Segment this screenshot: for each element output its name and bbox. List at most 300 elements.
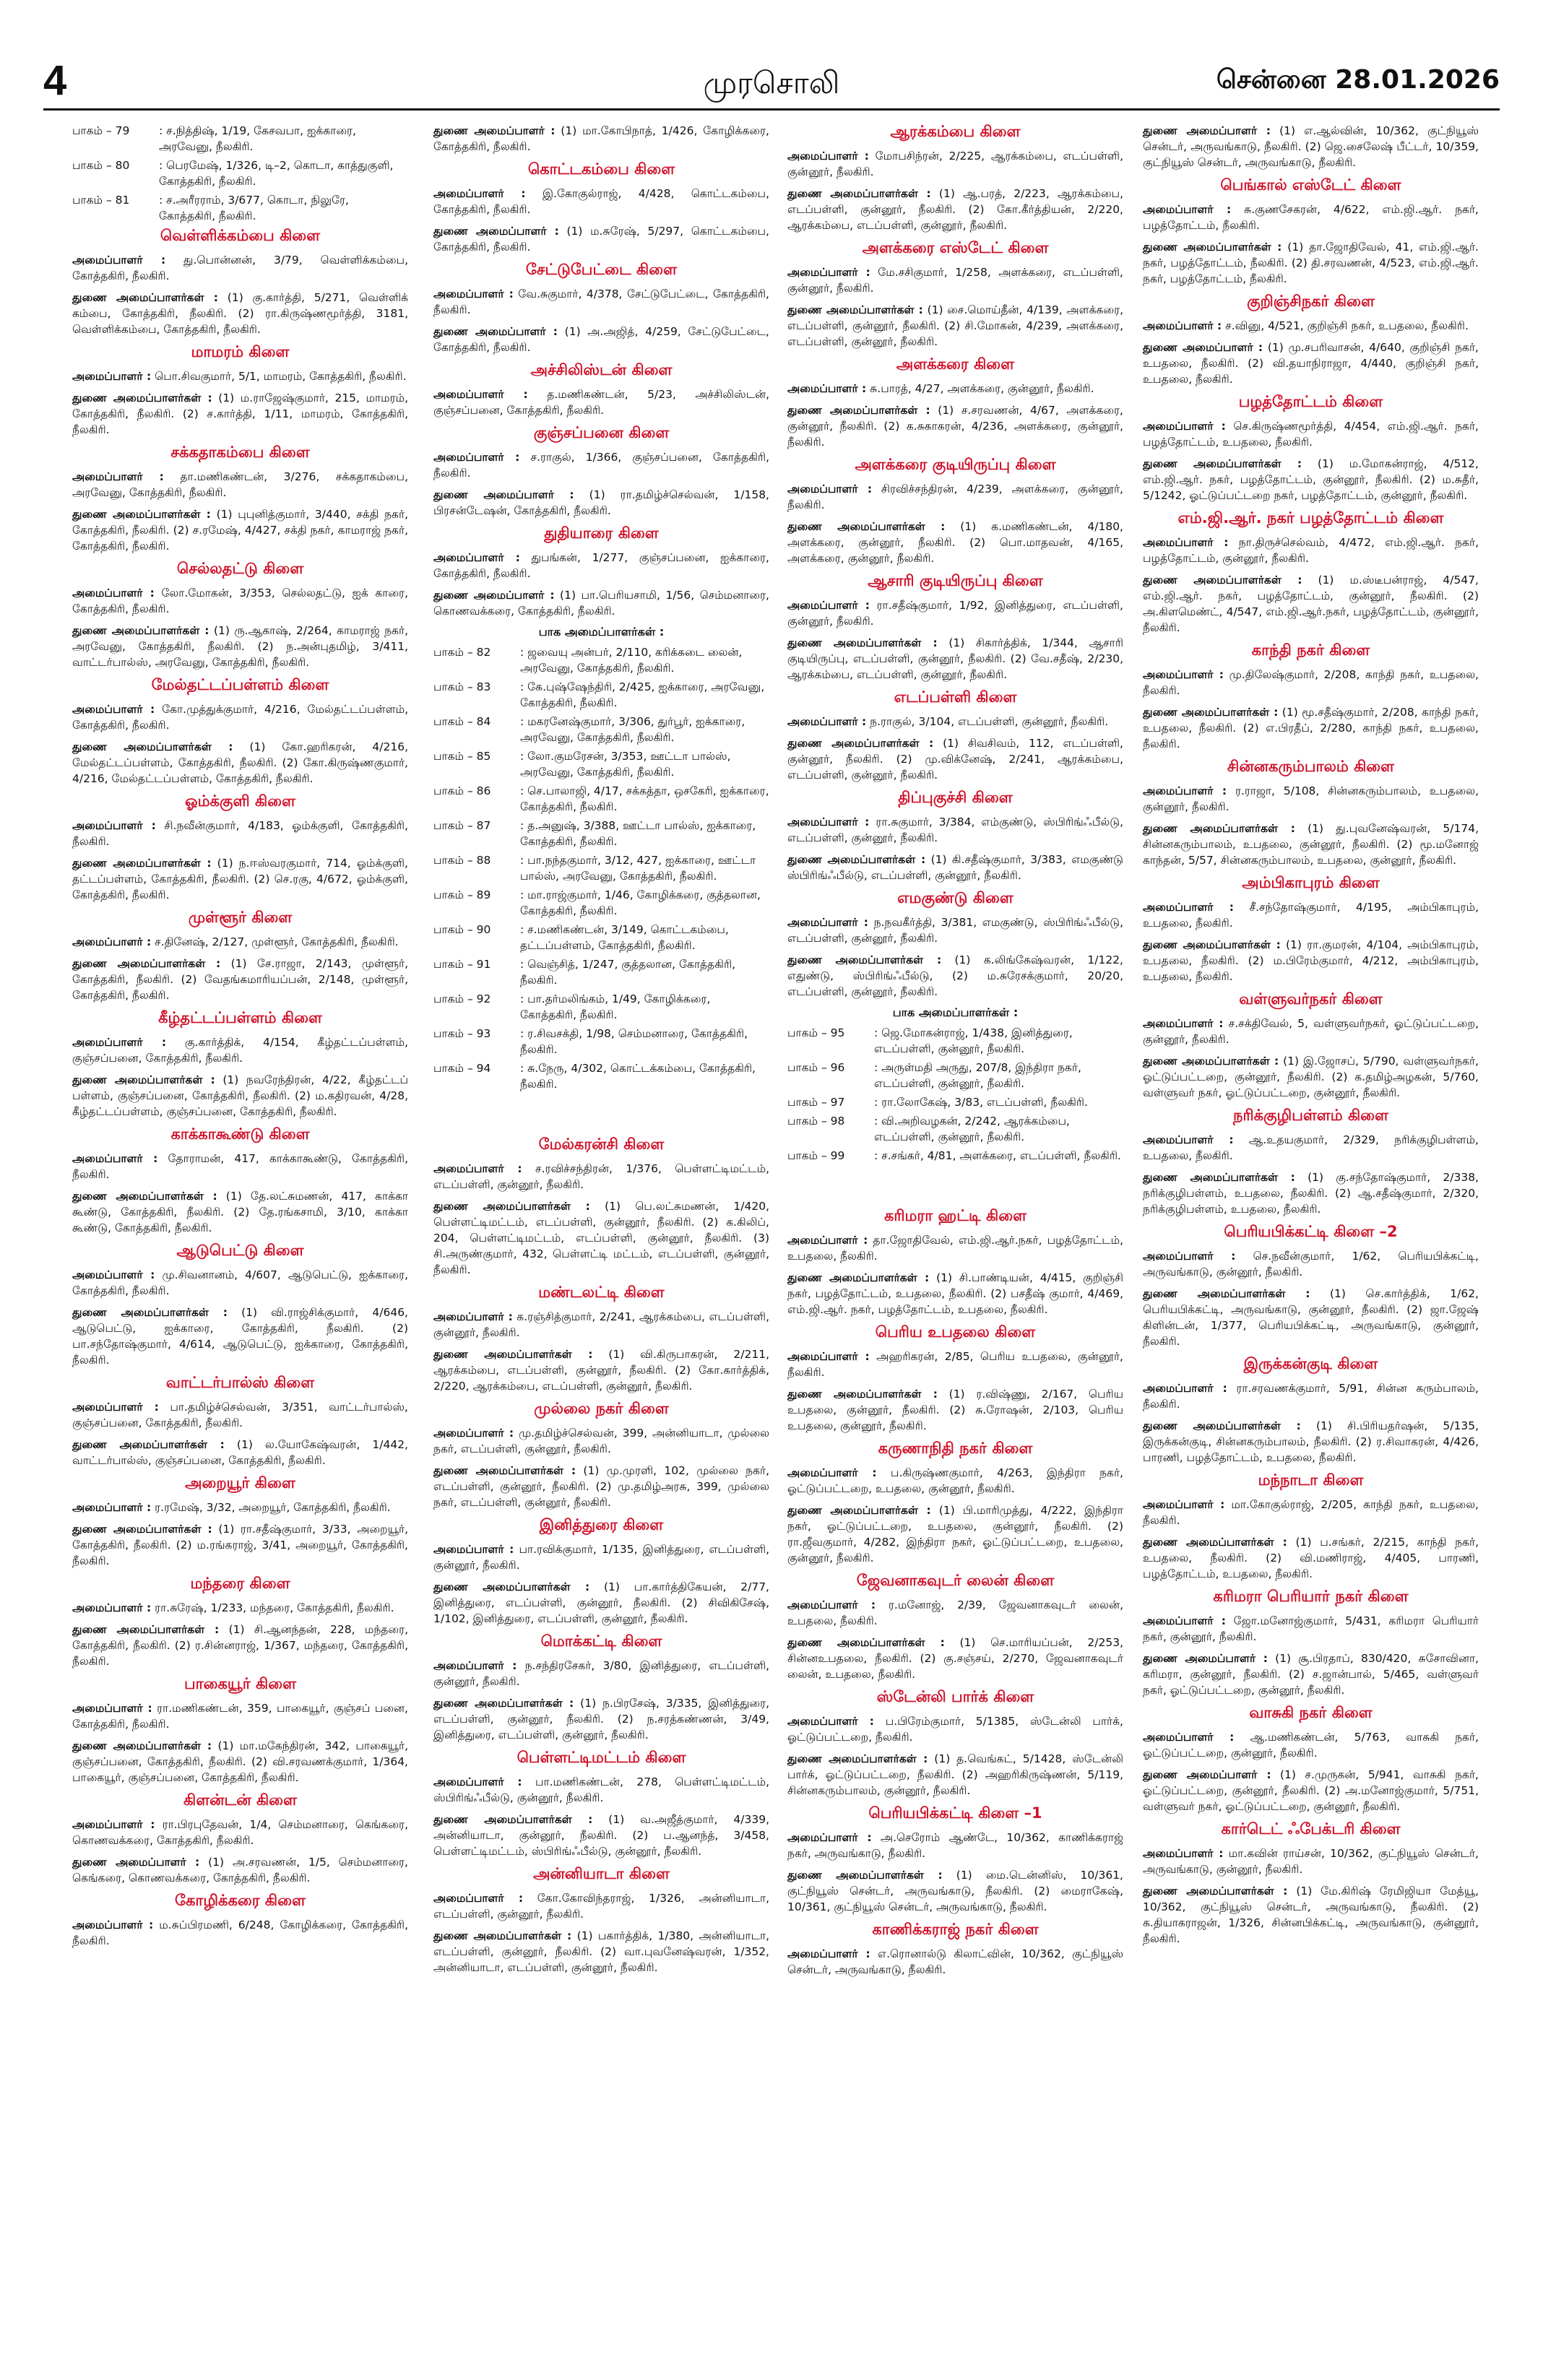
role-label: அமைப்பாளர் : xyxy=(787,1715,874,1728)
member-entry xyxy=(1143,572,1479,636)
booth-number: பாகம் – 98 xyxy=(787,1115,845,1128)
role-label: துணை அமைப்பாளர்கள் : xyxy=(787,853,926,866)
role-label: அமைப்பாளர் : xyxy=(1143,784,1227,797)
member-details: (1) ப.சங்கர், 2/215, காந்தி நகர், உபதலை, நீலகிரி. (2) வி.மணிராஜ், 4/405, பாரணி, பழத்தோட்டம், உபதலை, நீலகிரி. xyxy=(1143,1536,1479,1580)
booth-organizer: : ச.நித்திஷ், 1/19, கேசவபா, ஐக்காரை, அரவேனு, நீலகிரி. xyxy=(159,124,356,153)
member-details: சு.பாரத், 4/27, அளக்கரை, குன்னூர், நீலகிரி. xyxy=(870,382,1094,395)
role-label: அமைப்பாளர் : xyxy=(787,599,870,612)
role-label: அமைப்பாளர் : xyxy=(1143,668,1224,681)
member-details: (1) சூ.பிரதாப், 830/420, சுசோவினா, கரிமரா, குன்னூர், நீலகிரி. (2) ச.ஜான்பால், 5/465, வள்ளுவர் நகர், ஓட்டுப்பட்டறை, குன்னூர், நீலகிரி. xyxy=(1143,1652,1479,1697)
member-entry xyxy=(787,1270,1123,1317)
member-entry xyxy=(787,1386,1123,1434)
member-details: (1) தே.லட்சுமணன், 417, காக்கா கூண்டு, கோத்தகிரி, நீலகிரி. (2) தே.ரங்கசாமி, 3/10, காக்கா கூண்டு, கோத்தகிரி, நீலகிரி. xyxy=(72,1190,408,1234)
member-entry xyxy=(72,1917,408,1949)
branch-heading: செல்லதட்டு கிளை xyxy=(176,560,304,577)
branch-heading: ஸ்டேன்லி பார்க் கிளை xyxy=(876,1688,1034,1705)
member-entry xyxy=(1143,1883,1479,1947)
member-entry xyxy=(72,1738,408,1786)
member-details: (1) வி.ராஜ்சிக்குமார், 4/646, ஆடுபெட்டு, ஐக்காரை, கோத்தகிரி, நீலகிரி. (2) பா.சந்தோஷ்குமார், 4/614, ஆடுபெட்டு, ஐக்காரை, கோத்தகிரி, நீலகிரி. xyxy=(72,1306,408,1367)
role-label: துணை அமைப்பாளர்கள் : xyxy=(72,1739,212,1752)
member-details: (1) கோ.ஹரிகரன், 4/216, மேல்தட்டப்பள்ளம், கோத்தகிரி, நீலகிரி. (2) கோ.கிருஷ்ணகுமார், 4/216, மேல்தட்டப்பள்ளம், கோத்தகிரி, நீலகிரி. xyxy=(72,740,408,785)
branch-heading: சின்னகரும்பாலம் கிளை xyxy=(1227,758,1395,775)
member-details: ச.ராகுல், 1/366, குஞ்சப்பனை, கோத்தகிரி, நீலகிரி. xyxy=(433,451,769,480)
role-label: துணை அமைப்பாளர்கள் : xyxy=(72,291,219,304)
member-details: (1) சி.பிரியதர்ஷன், 5/135, இருக்கன்குடி, சின்னகரும்பாலம், நீலகிரி. (2) ர.சிவாகரன், 4/426, பாரணி, பழத்தோட்டம், உபதலை, நீலகிரி. xyxy=(1143,1419,1479,1464)
member-details: மு.சிவனானம், 4/607, ஆடுபெட்டு, ஐக்காரை, கோத்தகிரி, நீலகிரி. xyxy=(72,1268,409,1297)
branch-heading: வாட்டர்பால்ஸ் கிளை xyxy=(165,1374,315,1391)
member-details: (1) சை.மொய்தீன், 4/139, அளக்கரை, எடப்பள்ளி, குன்னூர், நீலகிரி. (2) சி.மோகன், 4/239, அளக்கரை, எடப்பள்ளி, குன்னூர், நீலகிரி. xyxy=(787,303,1123,348)
member-entry xyxy=(72,1521,408,1569)
member-details: ரா.மணிகண்டன், 359, பாகையூர், குஞ்சப் பனை, கோத்தகிரி, நீலகிரி. xyxy=(72,1702,408,1731)
member-entry xyxy=(72,1188,408,1236)
member-entry xyxy=(787,735,1123,783)
column-2 xyxy=(433,123,769,1981)
booth-row xyxy=(787,1148,1123,1164)
role-label: துணை அமைப்பாளர்கள் : xyxy=(787,1752,928,1765)
member-details: க.ரஞ்சித்குமார், 2/241, ஆரக்கம்பை, எடப்பள்ளி, குன்னூர், நீலகிரி. xyxy=(433,1310,769,1339)
role-label: அமைப்பாளர் : xyxy=(1143,319,1222,332)
member-details: (1) பா.பெரியசாமி, 1/56, செம்மனாரை, கொணவக்கரை, கோத்தகிரி, நீலகிரி. xyxy=(433,589,769,618)
role-label: துணை அமைப்பாளர்கள் : xyxy=(1143,1055,1279,1068)
role-label: துணை அமைப்பாளர்கள் : xyxy=(1143,706,1279,719)
booth-number: பாகம் – 80 xyxy=(72,159,130,172)
member-entry xyxy=(1143,821,1479,868)
booth-organizer: : ச.மணிகண்டன், 3/149, கொட்டகம்பை, தட்டப்பள்ளம், கோத்தகிரி, நீலகிரி. xyxy=(520,923,729,952)
role-label: துணை அமைப்பாளர்கள் : xyxy=(72,391,212,404)
member-details: (1) சிகார்த்திக், 1/344, ஆசாரி குடியிருப்பு, எடப்பள்ளி, குன்னூர், நீலகிரி. (2) வே.சதீஷ், 2/230, ஆரக்கம்பை, எடப்பள்ளி, குன்னூர், நீலகிரி. xyxy=(787,636,1123,681)
member-details: கோ.கோவிந்தராஜ், 1/326, அன்னியாடா, எடப்பள்ளி, குன்னூர், நீலகிரி. xyxy=(433,1892,769,1921)
member-details: (1) செ.மாரியப்பன், 2/253, சின்னஉபதலை, நீலகிரி. (2) கு.சஞ்சய், 2/270, ஜேவனாகவுடர் லைன், உபதலை, நீலகிரி. xyxy=(787,1636,1123,1681)
branch-heading: ஆசாரி குடியிருப்பு கிளை xyxy=(868,572,1043,589)
member-details: நா.திருச்செல்வம், 4/472, எம்.ஜி.ஆர். நகர், பழத்தோட்டம், குன்னூர், நீலகிரி. xyxy=(1143,536,1479,565)
member-details: பா.மணிகண்டன், 278, பெள்ளட்டிமட்டம், ஸ்பிரிங்ஃபீல்டு, குன்னூர், நீலகிரி. xyxy=(433,1775,770,1804)
booth-row xyxy=(433,852,769,884)
member-details: மு.திலேஷ்குமார், 2/208, காந்தி நகர், உபதலை, நீலகிரி. xyxy=(1143,668,1479,697)
member-entry xyxy=(1143,783,1479,815)
role-label: துணை அமைப்பாளர்கள் : xyxy=(1143,1419,1301,1432)
member-entry xyxy=(787,481,1123,513)
booth-number: பாகம் – 87 xyxy=(433,819,491,832)
role-label: துணை அமைப்பாளர் : xyxy=(1143,1652,1268,1665)
member-entry xyxy=(72,701,408,733)
member-entry xyxy=(787,186,1123,233)
role-label: அமைப்பாளர் : xyxy=(72,470,164,483)
booth-organizer: : மகரனேஷ்குமார், 3/306, துர்பூர், ஐக்காரை, அரவேனு, கோத்தகிரி, நீலகிரி. xyxy=(520,715,745,744)
member-details: ச.சக்திவேல், 5, வள்ளுவர்நகர், ஓட்டுப்பட்டறை, குன்னூர், நீலகிரி. xyxy=(1143,1017,1479,1046)
role-label: துணை அமைப்பாளர்கள் : xyxy=(72,1190,217,1203)
member-entry xyxy=(72,1600,408,1616)
member-details: (1) நவரேந்திரன், 4/22, கீழ்தட்டப் பள்ளம், குஞ்சப்பனை, கோத்தகிரி, நீலகிரி. (2) ம.கதிரவன், 4/28, கீழ்தட்டப்பள்ளம், குஞ்சப்பனை, கோத்தகிரி, நீலகிரி. xyxy=(72,1073,408,1118)
booth-number: பாகம் – 90 xyxy=(433,923,491,936)
member-details: ம.சுப்பிரமணி, 6/248, கோழிக்கரை, கோத்தகிரி, நீலகிரி. xyxy=(72,1918,408,1947)
booth-organizer: : பா.நந்தகுமார், 3/12, 427, ஐக்காரை, ஊட்டா பால்ஸ், அரவேனு, கோத்தகிரி, நீலகிரி. xyxy=(520,854,756,883)
booth-number: பாகம் – 94 xyxy=(433,1062,491,1075)
member-details: (1) மா.மகேந்திரன், 342, பாகையூர், குஞ்சப்பனை, கோத்தகிரி, நீலகிரி. (2) வி.சரவணக்குமார், 1/364, பாகையூர், குஞ்சப்பனை, கோத்தகிரி, நீலகிரி. xyxy=(72,1739,408,1784)
role-label: அமைப்பாளர் : xyxy=(72,1818,155,1831)
member-details: மு.தமிழ்ச்செல்வன், 399, அன்னியாடா, முல்லை நகர், எடப்பள்ளி, குன்னூர், நீலகிரி. xyxy=(433,1427,769,1455)
booth-row xyxy=(433,922,769,953)
role-label: துணை அமைப்பாளர்கள் : xyxy=(433,1813,593,1826)
member-entry xyxy=(433,550,769,581)
member-entry xyxy=(72,1034,408,1066)
member-details: (1) ச.முருகன், 5/941, வாசுகி நகர், ஓட்டுப்பட்டறை, குன்னூர், நீலகிரி. (2) அ.மனோஜ்குமார், 5/751, வள்ளுவர் நகர், ஓட்டுப்பட்டறை, குன்னூர், நீலகிரி. xyxy=(1143,1768,1479,1813)
role-label: அமைப்பாளர் : xyxy=(433,1775,522,1788)
booth-number: பாகம் – 96 xyxy=(787,1061,845,1074)
member-entry xyxy=(787,402,1123,450)
branch-heading: சேட்டுபேட்டை கிளை xyxy=(525,261,678,278)
booth-row xyxy=(433,1060,769,1092)
booth-row xyxy=(433,679,769,711)
branch-heading: கோழிக்கரை கிளை xyxy=(175,1892,306,1909)
member-entry xyxy=(72,390,408,438)
role-label: அமைப்பாளர் : xyxy=(787,815,870,828)
branch-heading: எமகுண்டு கிளை xyxy=(897,889,1013,906)
booth-number: பாகம் – 83 xyxy=(433,680,491,693)
branch-heading: எம்.ஜி.ஆர். நகர் பழத்தோட்டம் கிளை xyxy=(1177,509,1444,527)
member-details: செ.நவீன்குமார், 1/62, பெரியபிக்கட்டி, அருவங்காடு, குன்னூர், நீலகிரி. xyxy=(1143,1250,1479,1278)
member-entry xyxy=(787,1946,1123,1978)
role-label: துணை அமைப்பாளர்கள் : xyxy=(787,187,931,200)
role-label: துணை அமைப்பாளர்கள் : xyxy=(1143,1287,1310,1300)
role-label: அமைப்பாளர் : xyxy=(72,1036,167,1049)
member-details: அ.செரோம் ஆண்டே, 10/362, காணிக்கராஜ் நகர், அருவங்காடு, நீலகிரி. xyxy=(787,1831,1124,1860)
role-label: அமைப்பாளர் : xyxy=(72,1918,154,1931)
member-details: (1) மு.சபரிவாசன், 4/640, குறிஞ்சி நகர், உபதலை, நீலகிரி. (2) வி.தயாநிராஜா, 4/440, குறிஞ்சி நகர், உபதலை, நீலகிரி. xyxy=(1143,341,1479,386)
booth-organizer: : ஜவையு அன்பர், 2/110, கரிக்கடை லைன், அரவேனு, கோத்தகிரி, நீலகிரி. xyxy=(520,646,743,675)
role-label: அமைப்பாளர் : xyxy=(72,1601,152,1614)
member-entry xyxy=(72,1151,408,1182)
branch-heading: காணிக்கராஜ் நகர் கிளை xyxy=(872,1921,1039,1938)
member-entry xyxy=(1143,1534,1479,1582)
role-label: துணை அமைப்பாளர்கள் : xyxy=(787,1504,931,1517)
member-details: (1) கி.சதீஷ்குமார், 3/383, எமகுண்டு ஸ்பிரிங்ஃபீல்டு, எடப்பள்ளி, குன்னூர், நீலகிரி. xyxy=(787,853,1124,882)
member-details: (1) ரா.குமரன், 4/104, அம்பிகாபுரம், உபதலை, நீலகிரி. (2) ம.பிரேம்குமார், 4/212, அம்பிகாபுரம், உபதலை, நீலகிரி. xyxy=(1143,938,1479,983)
role-label: துணை அமைப்பாளர்கள் : xyxy=(72,1523,212,1536)
branch-heading: கிளன்டன் கிளை xyxy=(183,1791,297,1809)
role-label: அமைப்பாளர் : xyxy=(1143,1382,1227,1395)
booth-number: பாகம் – 81 xyxy=(72,194,130,207)
member-entry xyxy=(1143,1053,1479,1101)
member-details: லோ.மோகன், 3/353, செல்லதட்டு, ஐக் காரை, கோத்தகிரி, நீலகிரி. xyxy=(72,587,408,615)
role-label: அமைப்பாளர் : xyxy=(72,1501,152,1514)
member-details: மே.சசிகுமார், 1/258, அளக்கரை, எடப்பள்ளி, குன்னூர், நீலகிரி. xyxy=(787,266,1123,295)
branch-heading: துதியாரை கிளை xyxy=(544,524,659,542)
member-details: ந.ராகுல், 3/104, எடப்பள்ளி, குன்னூர், நீலகிரி. xyxy=(870,715,1109,728)
member-entry xyxy=(1143,123,1479,170)
member-details: ந.நவகீர்த்தி, 3/381, எமகுண்டு, ஸ்பிரிங்ஃபீல்டு, எடப்பள்ளி, குன்னூர், நீலகிரி. xyxy=(787,916,1123,945)
member-details: ஆ.மணிகண்டன், 5/763, வாசுகி நகர், ஓட்டுப்பட்டறை, குன்னூர், நீலகிரி. xyxy=(1143,1731,1479,1760)
member-entry xyxy=(72,818,408,849)
member-entry xyxy=(433,386,769,418)
role-label: அமைப்பாளர் : xyxy=(787,916,868,929)
role-label: துணை அமைப்பாளர்கள் : xyxy=(72,508,211,521)
booth-number: பாகம் – 79 xyxy=(72,124,130,137)
role-label: அமைப்பாளர் : xyxy=(433,1427,514,1440)
role-label: அமைப்பாளர் : xyxy=(72,819,156,832)
role-label: துணை அமைப்பாளர்கள் : xyxy=(1143,1536,1287,1549)
member-details: மா.கவின் ராய்சன், 10/362, குட்நியூஸ் சென்டர், அருவங்காடு, குன்னூர், நீலகிரி. xyxy=(1143,1847,1479,1876)
branch-heading: கரிமரா ஹட்டி கிளை xyxy=(883,1207,1027,1224)
member-entry xyxy=(72,1817,408,1848)
member-entry xyxy=(787,1349,1123,1380)
member-entry xyxy=(433,587,769,619)
member-entry xyxy=(1143,937,1479,985)
page-number: 4 xyxy=(43,57,67,104)
role-label: துணை அமைப்பாளர்கள் : xyxy=(72,957,221,970)
role-label: துணை அமைப்பாளர்கள் : xyxy=(433,1929,572,1942)
booth-heading: பாக அமைப்பாளர்கள் : xyxy=(892,1005,1019,1019)
branch-heading: அன்னியாடா கிளை xyxy=(533,1865,670,1882)
member-details: எ.ரொனால்டு கிலாட்வின், 10/362, குட்நியூஸ் சென்டர், அருவங்காடு, நீலகிரி. xyxy=(787,1947,1123,1976)
branch-heading: மந்தரை கிளை xyxy=(190,1575,290,1592)
member-details: மா.கோகுல்ராஜ், 2/205, காந்தி நகர், உபதலை, நீலகிரி. xyxy=(1143,1498,1479,1527)
role-label: துணை அமைப்பாளர்கள் : xyxy=(787,953,942,966)
role-label: துணை அமைப்பாளர்கள் : xyxy=(72,1073,215,1086)
booth-organizer: : மா.ராஜ்குமார், 1/46, கோழிக்கரை, குத்தலான, கோத்தகிரி, நீலகிரி. xyxy=(520,888,761,917)
member-details: ர.ராஜா, 5/108, சின்னகரும்பாலம், உபதலை, குன்னூர், நீலகிரி. xyxy=(1143,784,1479,813)
member-entry xyxy=(1143,1845,1479,1877)
booth-organizer: : செ.பாலாஜி, 4/17, சக்கத்தா, ஒசகேரி, ஐக்காரை, கோத்தகிரி, நீலகிரி. xyxy=(520,784,769,813)
member-details: (1) எ.ஆல்வின், 10/362, குட்நியூஸ் சென்டர், அருவங்காடு, நீலகிரி. (2) ஜெ.சைலேஷ் பீட்டர், 10/359, குட்நியூஸ் சென்டர், அருவங்காடு, நீலகிரி. xyxy=(1143,124,1479,169)
member-details: ரா.சுகுமார், 3/384, எம்குண்டு, ஸ்பிரிங்ஃபீல்டு, எடப்பள்ளி, குன்னூர், நீலகிரி. xyxy=(787,815,1123,844)
member-details: (1) சிவசிவம், 112, எடப்பள்ளி, குன்னூர், நீலகிரி. (2) மு.விக்னேஷ், 2/241, ஆரக்கம்பை, எடப்பள்ளி, குன்னூர், நீலகிரி. xyxy=(787,737,1123,782)
branch-heading: குறிஞ்சிநகர் கிளை xyxy=(1247,293,1375,310)
member-entry xyxy=(433,1928,769,1976)
member-entry xyxy=(1143,202,1479,233)
member-entry xyxy=(433,1161,769,1193)
member-details: (1) ர.விஷ்ணு, 2/167, பெரிய உபதலை, குன்னூர், நீலகிரி. (2) சு.ரோஷன், 2/103, பெரிய உபதலை, குன்னூர், நீலகிரி. xyxy=(787,1388,1123,1432)
branch-heading: கீழ்தட்டப்பள்ளம் கிளை xyxy=(158,1009,322,1026)
role-label: அமைப்பாளர் : xyxy=(433,451,520,464)
member-details: (1) அ.அஜித், 4/259, சேட்டுபேட்டை, கோத்தகிரி, நீலகிரி. xyxy=(433,325,769,354)
role-label: துணை அமைப்பாளர் : xyxy=(433,124,556,137)
role-label: துணை அமைப்பாளர்கள் : xyxy=(72,1438,225,1451)
role-label: அமைப்பாளர் : xyxy=(1143,1731,1235,1744)
member-entry xyxy=(787,952,1123,1000)
role-label: அமைப்பாளர் : xyxy=(1143,1133,1234,1146)
booth-row xyxy=(72,123,408,155)
role-label: அமைப்பாளர் : xyxy=(72,1702,152,1715)
member-entry xyxy=(433,1774,769,1806)
member-entry xyxy=(1143,456,1479,503)
member-entry xyxy=(787,264,1123,296)
booth-row xyxy=(433,956,769,988)
role-label: அமைப்பாளர் : xyxy=(787,1947,870,1960)
role-label: அமைப்பாளர் : xyxy=(787,1831,872,1844)
role-label: துணை அமைப்பாளர்கள் : xyxy=(1143,1171,1295,1184)
member-entry xyxy=(787,1597,1123,1629)
role-label: துணை அமைப்பாளர் : xyxy=(433,225,559,238)
booth-row xyxy=(787,1113,1123,1145)
member-entry xyxy=(1143,1497,1479,1528)
member-entry xyxy=(72,934,408,950)
member-details: (1) பெ.லட்சுமணன், 1/420, பெள்ளட்டிமட்டம், எடப்பள்ளி, குன்னூர், நீலகிரி. (2) க.கிலிப், 204, பெள்ளட்டிமட்டம், எடப்பள்ளி, குன்னூர், நீலகிரி. (3) சி.அருண்குமார், 432, பெள்ளட்டி மட்டம், எடப்பள்ளி, குன்னூர், நீலகிரி. xyxy=(433,1200,770,1276)
member-details: (1) த.வெங்கட், 5/1428, ஸ்டேன்லி பார்க், ஓட்டுப்பட்டறை, நீலகிரி. (2) அஹரிகிருஷ்ணன், 5/119, சின்னகரும்பாலம், குன்னூர், நீலகிரி. xyxy=(787,1752,1123,1797)
role-label: துணை அமைப்பாளர்கள் : xyxy=(433,1464,576,1477)
member-details: சிரவிச்சந்திரன், 4/239, அளக்கரை, குன்னூர், நீலகிரி. xyxy=(787,483,1123,511)
role-label: அமைப்பாளர் : xyxy=(433,187,526,200)
branch-heading: ஆரக்கம்பை கிளை xyxy=(890,123,1021,140)
member-entry xyxy=(1143,1286,1479,1349)
member-entry xyxy=(787,1502,1123,1566)
branch-heading: அம்பிகாபுரம் கிளை xyxy=(1242,874,1380,891)
role-label: துணை அமைப்பாளர்கள் : xyxy=(433,1200,590,1213)
branch-heading: இருக்கன்குடி கிளை xyxy=(1243,1355,1378,1372)
member-entry xyxy=(787,914,1123,946)
member-details: செ.கிருஷ்ணமூர்த்தி, 4/454, எம்.ஜி.ஆர். நகர், பழத்தோட்டம், உபதலை, நீலகிரி. xyxy=(1143,420,1479,449)
role-label: அமைப்பாளர் : xyxy=(787,382,867,395)
member-details: ரா.சரவணக்குமார், 5/91, சின்ன கரும்பாலம், நீலகிரி. xyxy=(1143,1382,1479,1411)
role-label: துணை அமைப்பாளர்கள் : xyxy=(1143,241,1282,254)
role-label: துணை அமைப்பாளர் : xyxy=(1143,1768,1271,1781)
booth-number: பாகம் – 99 xyxy=(787,1149,845,1162)
role-label: அமைப்பாளர் : xyxy=(433,1543,514,1556)
branch-heading: அளக்கரை குடியிருப்பு கிளை xyxy=(855,456,1056,473)
member-entry xyxy=(72,1399,408,1431)
member-entry xyxy=(433,123,769,155)
role-label: அமைப்பாளர் : xyxy=(1143,420,1226,433)
branch-heading: பழத்தோட்டம் கிளை xyxy=(1238,393,1383,410)
member-details: (1) புபுனித்குமார், 3/440, சக்தி நகர், கோத்தகிரி, நீலகிரி. (2) ச.ரமேஷ், 4/427, சக்தி நகர், காமராஜ் நகர், கோத்தகிரி, நீலகிரி. xyxy=(72,508,409,553)
role-label: அமைப்பாளர் : xyxy=(787,1466,877,1479)
booth-organizer: : பா.தர்மலிங்கம், 1/49, கோழிக்கரை, கோத்தகிரி, நீலகிரி. xyxy=(520,992,711,1021)
booth-organizer: : ர.சிவசக்தி, 1/98, செம்மனாரை, கோத்தகிரி, நீலகிரி. xyxy=(520,1027,748,1056)
member-entry xyxy=(1143,1248,1479,1280)
booth-organizer: : வி.அறிவழகன், 2/242, ஆரக்கம்பை, எடப்பள்ளி, குன்னூர், நீலகிரி. xyxy=(874,1115,1070,1143)
booth-row xyxy=(787,1094,1123,1110)
member-entry xyxy=(433,1658,769,1689)
member-entry xyxy=(72,855,408,903)
header-rule xyxy=(43,108,1500,111)
member-entry xyxy=(433,186,769,217)
branch-heading: ஓம்க்குளி கிளை xyxy=(184,792,296,810)
member-entry xyxy=(787,814,1123,846)
branch-heading: கார்டெட் ஃபேக்டரி கிளை xyxy=(1221,1820,1401,1838)
member-entry xyxy=(72,1304,408,1368)
member-entry xyxy=(787,597,1123,629)
branch-heading: ஆடுபெட்டு கிளை xyxy=(176,1242,304,1259)
role-label: அமைப்பாளர் : xyxy=(433,551,520,564)
member-details: (1) கு.சந்தோஷ்குமார், 2/338, நரிக்குழிபள்ளம், உபதலை, நீலகிரி. (2) ஆ.சதீஷ்குமார், 2/320, நரிக்குழிபள்ளம், உபதலை, நீலகிரி. xyxy=(1143,1171,1479,1216)
branch-heading: பெரிய உபதலை கிளை xyxy=(875,1323,1036,1341)
booth-organizer: : லோ.குமரேசன், 3/353, ஊட்டா பால்ஸ், அரவேனு, கோத்தகிரி, நீலகிரி. xyxy=(520,750,731,779)
member-details: (1) க.மணிகண்டன், 4/180, அளக்கரை, குன்னூர், நீலகிரி. (2) பொ.மாதவன், 4/165, அளக்கரை, குன்னூர், நீலகிரி. xyxy=(787,520,1123,565)
role-label: துணை அமைப்பாளர் : xyxy=(433,589,555,602)
member-entry xyxy=(433,1812,769,1859)
booth-number: பாகம் – 93 xyxy=(433,1027,491,1040)
member-entry xyxy=(787,381,1123,397)
role-label: துணை அமைப்பாளர்கள் : xyxy=(787,1869,943,1882)
booth-row xyxy=(433,644,769,676)
member-entry xyxy=(1143,418,1479,450)
role-label: துணை அமைப்பாளர்கள் : xyxy=(72,740,233,753)
member-entry xyxy=(72,252,408,284)
member-entry xyxy=(433,1695,769,1743)
member-details: ப.பிரேம்குமார், 5/1385, ஸ்டேன்லி பார்க், ஓட்டுப்பட்டறை, நீலகிரி. xyxy=(787,1715,1123,1744)
branch-heading: அளக்கரை எஸ்டேட் கிளை xyxy=(862,239,1049,256)
member-details: ந.சந்திரசேகர், 3/80, இனித்துரை, எடப்பள்ளி, குன்னூர், நீலகிரி. xyxy=(433,1659,770,1688)
branch-heading: பெரியபிக்கட்டி கிளை –2 xyxy=(1224,1223,1398,1240)
role-label: துணை அமைப்பாளர்கள் : xyxy=(1143,574,1302,587)
member-details: அஹரிகரன், 2/85, பெரிய உபதலை, குன்னூர், நீலகிரி. xyxy=(787,1350,1123,1379)
member-entry xyxy=(72,956,408,1003)
newspaper-title: முரசொலி xyxy=(703,65,840,100)
role-label: துணை அமைப்பாளர்கள் : xyxy=(72,1306,228,1319)
member-entry xyxy=(1143,318,1479,334)
branch-heading: மொக்கட்டி கிளை xyxy=(540,1632,662,1650)
member-details: ர.மனோஜ், 2/39, ஜேவனாகவுடர் லைன், உபதலை, நீலகிரி. xyxy=(787,1598,1123,1627)
role-label: அமைப்பாளர் : xyxy=(787,1598,876,1611)
branch-heading: முல்லை நகர் கிளை xyxy=(534,1400,669,1417)
member-entry xyxy=(72,506,408,554)
branch-heading: மேல்கரன்சி கிளை xyxy=(538,1135,665,1153)
booth-row xyxy=(433,783,769,815)
booth-row xyxy=(433,818,769,849)
booth-organizer: : ச.சங்கர், 4/81, அளக்கரை, எடப்பள்ளி, நீலகிரி. xyxy=(874,1149,1121,1162)
member-details: (1) து.புவனேஷ்வரன், 5/174, சின்னகரும்பாலம், உபதலை, குன்னூர், நீலகிரி. (2) மூ.மனோஜ் காந்தன், 5/57, சின்னகரும்பாலம், உபதலை, குன்னூர், நீலகிரி. xyxy=(1143,822,1479,867)
member-entry xyxy=(1143,239,1479,287)
member-details: ரா.சுரேஷ், 1/233, மந்தரை, கோத்தகிரி, நீலகிரி. xyxy=(155,1601,394,1614)
booth-organizer: : ச.அரீரராம், 3/677, கொடா, நிலுரே, கோத்தகிரி, நீலகிரி. xyxy=(159,194,349,222)
member-details: (1) மே.கிரிஷ் ரேமிஜியா மேத்யூ, 10/362, குட்நியூஸ் சென்டர், அருவங்காடு, நீலகிரி. (2) க.தியாகராஜன், 1/326, சின்னபிக்கட்டி, அருவங்காடு, குன்னூர், நீலகிரி. xyxy=(1143,1884,1479,1945)
booth-row xyxy=(433,714,769,745)
booth-number: பாகம் – 84 xyxy=(433,715,491,728)
role-label: அமைப்பாளர் : xyxy=(72,587,155,600)
booth-heading: பாக அமைப்பாளர்கள் : xyxy=(538,625,665,639)
member-details: பா.தமிழ்ச்செல்வன், 3/351, வாட்டர்பால்ஸ், குஞ்சப்பனை, கோத்தகிரி, நீலகிரி. xyxy=(72,1401,408,1429)
member-details: (1) ரா.சதீஷ்குமார், 3/33, அறையூர், கோத்தகிரி, நீலகிரி. (2) ம.ரங்கராஜ், 3/41, அறையூர், கோத்தகிரி, நீலகிரி. xyxy=(72,1523,408,1567)
member-entry xyxy=(1143,1169,1479,1217)
booth-row xyxy=(72,157,408,189)
member-details: (1) ம.ராஜேஷ்குமார், 215, மாமரம், கோத்தகிரி, நீலகிரி. (2) ச.கார்த்தி, 1/11, மாமரம், கோத்தகிரி, நீலகிரி. xyxy=(72,391,409,436)
member-entry xyxy=(1143,1418,1479,1466)
booth-organizer: : கே.புஷ்ஷேந்திரி, 2/425, ஐக்காரை, அரவேனு, கோத்தகிரி, நீலகிரி. xyxy=(520,680,765,709)
booth-row xyxy=(433,1026,769,1057)
role-label: அமைப்பாளர் : xyxy=(72,254,166,267)
member-details: து.பொன்னன், 3/79, வெள்ளிக்கம்பை, கோத்தகிரி, நீலகிரி. xyxy=(72,254,408,282)
member-details: (1) வி.கிருபாகரன், 2/211, ஆரக்கம்பை, எடப்பள்ளி, குன்னூர், நீலகிரி. (2) கோ.கார்த்திக், 2/220, ஆரக்கம்பை, எடப்பள்ளி, குன்னூர், நீலகிரி. xyxy=(433,1348,770,1393)
member-details: (1) செ.கார்த்திக், 1/62, பெரியபிக்கட்டி, அருவங்காடு, குன்னூர், நீலகிரி. (2) ஜா.ஜேஷ் கிளின்டன், 1/377, பெரியபிக்கட்டி, அருவங்காடு, குன்னூர், நீலகிரி. xyxy=(1143,1287,1479,1348)
member-entry xyxy=(1143,1729,1479,1761)
booth-number: பாகம் – 97 xyxy=(787,1096,845,1109)
role-label: அமைப்பாளர் : xyxy=(1143,536,1229,549)
member-entry xyxy=(1143,667,1479,698)
member-entry xyxy=(72,290,408,337)
member-details: (1) ஆ.பரத், 2/223, ஆரக்கம்பை, எடப்பள்ளி, குன்னூர், நீலகிரி. (2) கோ.கீர்த்தியன், 2/220, ஆரக்கம்பை, எடப்பள்ளி, குன்னூர், நீலகிரி. xyxy=(787,187,1123,232)
role-label: அமைப்பாளர் : xyxy=(433,287,514,300)
branch-heading: காக்காகூண்டு கிளை xyxy=(170,1125,310,1143)
branch-heading: குஞ்சப்பனை கிளை xyxy=(533,424,670,441)
member-entry xyxy=(787,148,1123,180)
role-label: அமைப்பாளர் : xyxy=(72,1268,155,1281)
branch-heading: பாகையூர் கிளை xyxy=(183,1675,297,1692)
member-entry xyxy=(72,1622,408,1669)
member-entry xyxy=(433,487,769,519)
booth-number: பாகம் – 89 xyxy=(433,888,491,901)
branch-heading: இனித்துரை கிளை xyxy=(539,1516,664,1533)
member-details: த.மணிகண்டன், 5/23, அச்சிலிஸ்டன், குஞ்சப்பனை, கோத்தகிரி, நீலகிரி. xyxy=(433,388,769,417)
member-details: (1) பா.கார்த்திகேயன், 2/77, இனித்துரை, எடப்பள்ளி, குன்னூர், நீலகிரி. (2) சிவிகிசேஷ், 1/102, இனித்துரை, எடப்பள்ளி, குன்னூர், நீலகிரி. xyxy=(433,1580,769,1625)
role-label: துணை அமைப்பாளர்கள் : xyxy=(787,1388,938,1401)
role-label: துணை அமைப்பாளர் : xyxy=(433,488,574,501)
role-label: துணை அமைப்பாளர்கள் : xyxy=(1143,457,1302,470)
member-details: (1) ந.பிரசேஷ், 3/335, இனித்துரை, எடப்பள்ளி, குன்னூர், நீலகிரி. (2) ந.சரத்கண்ணன், 3/49, இனித்துரை, எடப்பள்ளி, குன்னூர், நீலகிரி. xyxy=(433,1697,769,1741)
member-entry xyxy=(433,1346,769,1394)
member-entry xyxy=(1143,1650,1479,1698)
member-details: ச.தினேஷ், 2/127, முள்ளூர், கோத்தகிரி, நீலகிரி. xyxy=(155,935,399,948)
booth-number: பாகம் – 85 xyxy=(433,750,491,763)
member-details: தோராமன், 417, காக்காகூண்டு, கோத்தகிரி, நீலகிரி. xyxy=(72,1152,408,1181)
